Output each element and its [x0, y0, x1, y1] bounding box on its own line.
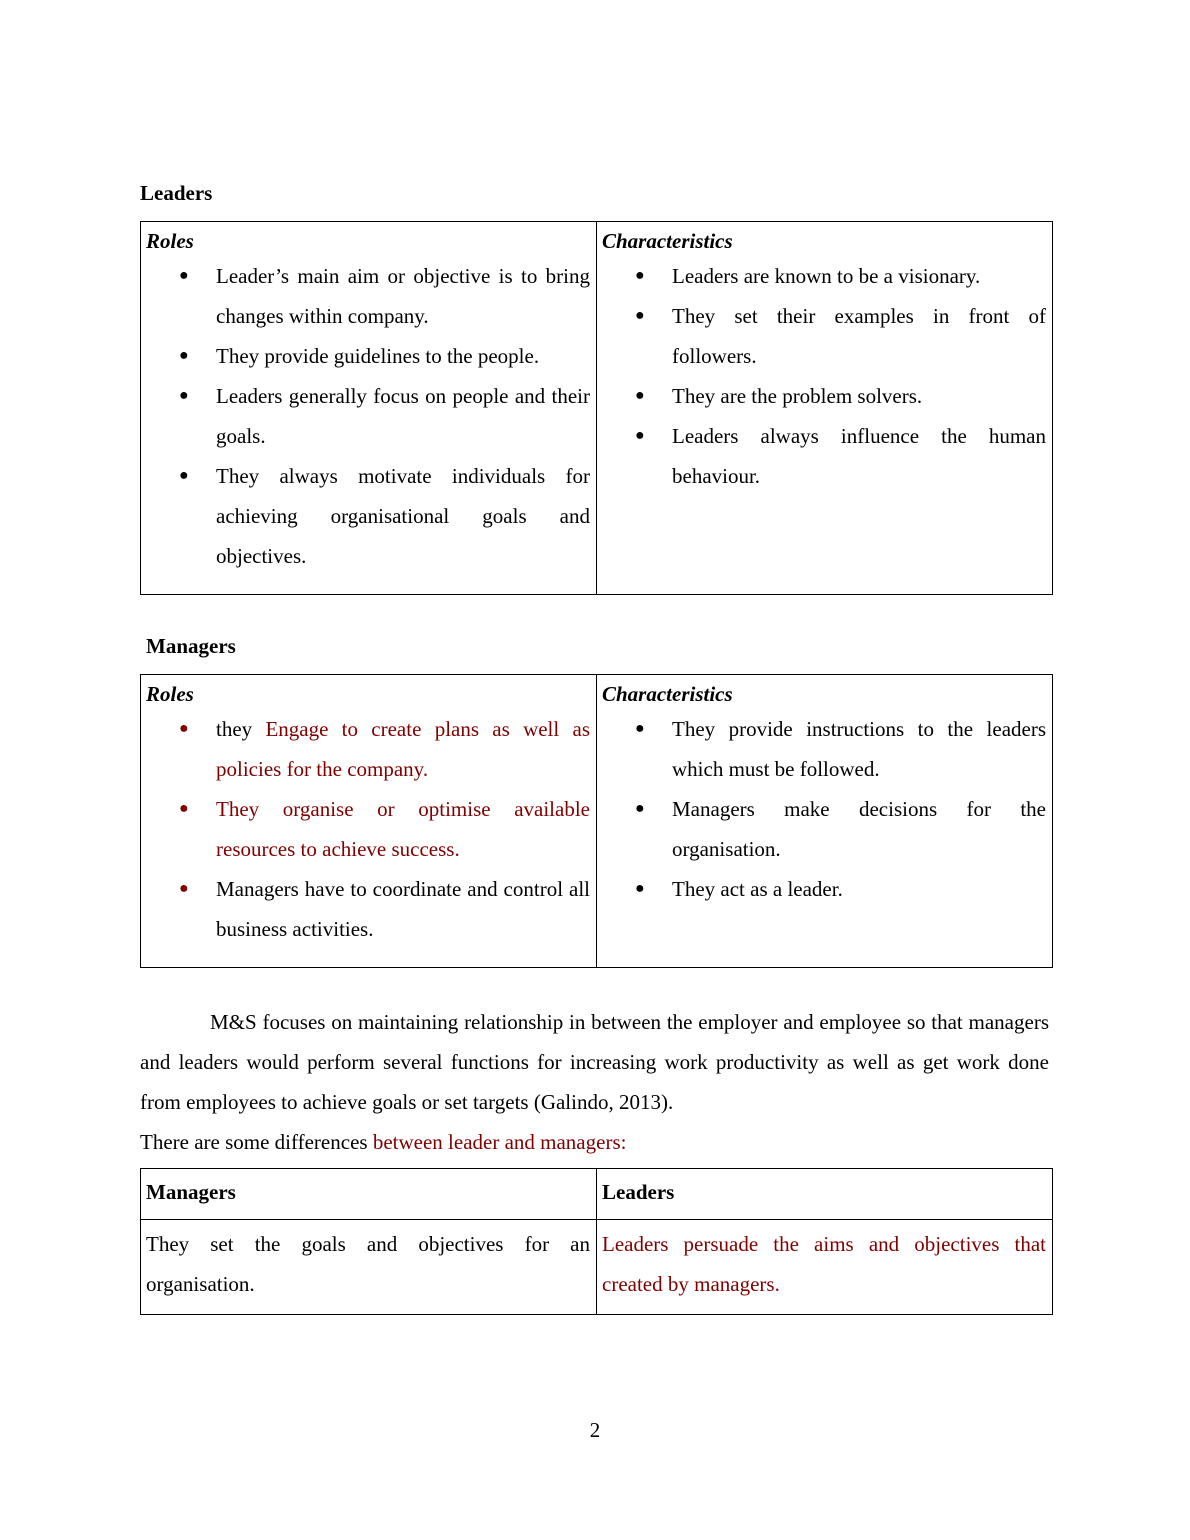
item-text: They provide instructions to the leaders which must be followed. [672, 717, 1046, 781]
item-text: They always motivate individuals for achieving organisational goals and objectives. [216, 464, 590, 568]
item-text: Managers have to coordinate and control all business activities. [216, 877, 590, 941]
list-item [179, 376, 590, 456]
intro-text-highlight: between leader and managers: [372, 1130, 627, 1154]
item-text-highlight: Engage to create plans as well as policies for the company. [216, 717, 590, 781]
list-item [635, 869, 1046, 909]
bullet-icon: ● [635, 427, 645, 444]
list-item [635, 376, 1046, 416]
bullet-icon: ● [635, 387, 645, 404]
bullet-icon: ● [179, 467, 189, 484]
item-text: Leaders always influence the human behaviour. [672, 424, 1046, 488]
column-header-leaders: Leaders [597, 1169, 1053, 1220]
managers-heading: Managers [146, 634, 236, 658]
item-text: They provide guidelines to the people. [216, 344, 540, 368]
list-item [179, 869, 590, 949]
bullet-icon: ● [179, 347, 189, 364]
comparison-table [140, 1168, 1053, 1315]
bullet-icon: ● [179, 800, 189, 817]
list-item [635, 789, 1046, 869]
item-text: They are the problem solvers. [672, 384, 923, 408]
characteristics-header: Characteristics [602, 682, 733, 706]
bullet-icon: ● [179, 267, 189, 284]
roles-header: Roles [146, 229, 194, 253]
list-item [179, 789, 590, 869]
bullet-icon: ● [179, 720, 189, 737]
item-text: Managers make decisions for the organisation. [672, 797, 1046, 861]
bullet-icon: ● [635, 307, 645, 324]
item-text: Leader’s main aim or objective is to bring changes within company. [216, 264, 590, 328]
item-text: They act as a leader. [672, 877, 843, 901]
list-item [179, 456, 590, 576]
column-header-managers: Managers [141, 1169, 597, 1220]
bullet-icon: ● [179, 880, 189, 897]
bullet-icon: ● [635, 880, 645, 897]
body-paragraph: M&S focuses on maintaining relationship in between the employer and employee so that managers and leaders would perform several functions for increasing work productivity as well as get work done from employees to achieve goals or set targets (Galindo, 2013). [140, 1010, 1049, 1114]
item-text: They set their examples in front of followers. [672, 304, 1046, 368]
list-item [179, 709, 590, 789]
leaders-roles-list [146, 256, 590, 576]
list-item [635, 416, 1046, 496]
page-number: 2 [589, 1418, 601, 1442]
item-text: Leaders generally focus on people and their goals. [216, 384, 590, 448]
item-text: Leaders are known to be a visionary. [672, 264, 981, 288]
leaders-table [140, 221, 1053, 595]
list-item [635, 296, 1046, 376]
managers-cell: They set the goals and objectives for an organisation. [141, 1220, 597, 1315]
characteristics-header: Characteristics [602, 229, 733, 253]
list-item [179, 336, 590, 376]
leaders-characteristics-list [602, 256, 1046, 496]
bullet-icon: ● [635, 720, 645, 737]
bullet-icon: ● [179, 387, 189, 404]
bullet-icon: ● [635, 800, 645, 817]
managers-roles-list [146, 709, 590, 949]
leaders-cell: Leaders persuade the aims and objectives that created by managers. [597, 1220, 1053, 1315]
list-item [635, 256, 1046, 296]
list-item [179, 256, 590, 336]
bullet-icon: ● [635, 267, 645, 284]
list-item [635, 709, 1046, 789]
managers-table [140, 674, 1053, 968]
roles-header: Roles [146, 682, 194, 706]
item-text: they [216, 717, 266, 741]
leaders-heading: Leaders [140, 181, 213, 205]
intro-text: There are some differences [140, 1130, 373, 1154]
managers-characteristics-list [602, 709, 1046, 909]
differences-intro [140, 1122, 1049, 1162]
item-text-highlight: They organise or optimise available resources to achieve success. [216, 797, 590, 861]
